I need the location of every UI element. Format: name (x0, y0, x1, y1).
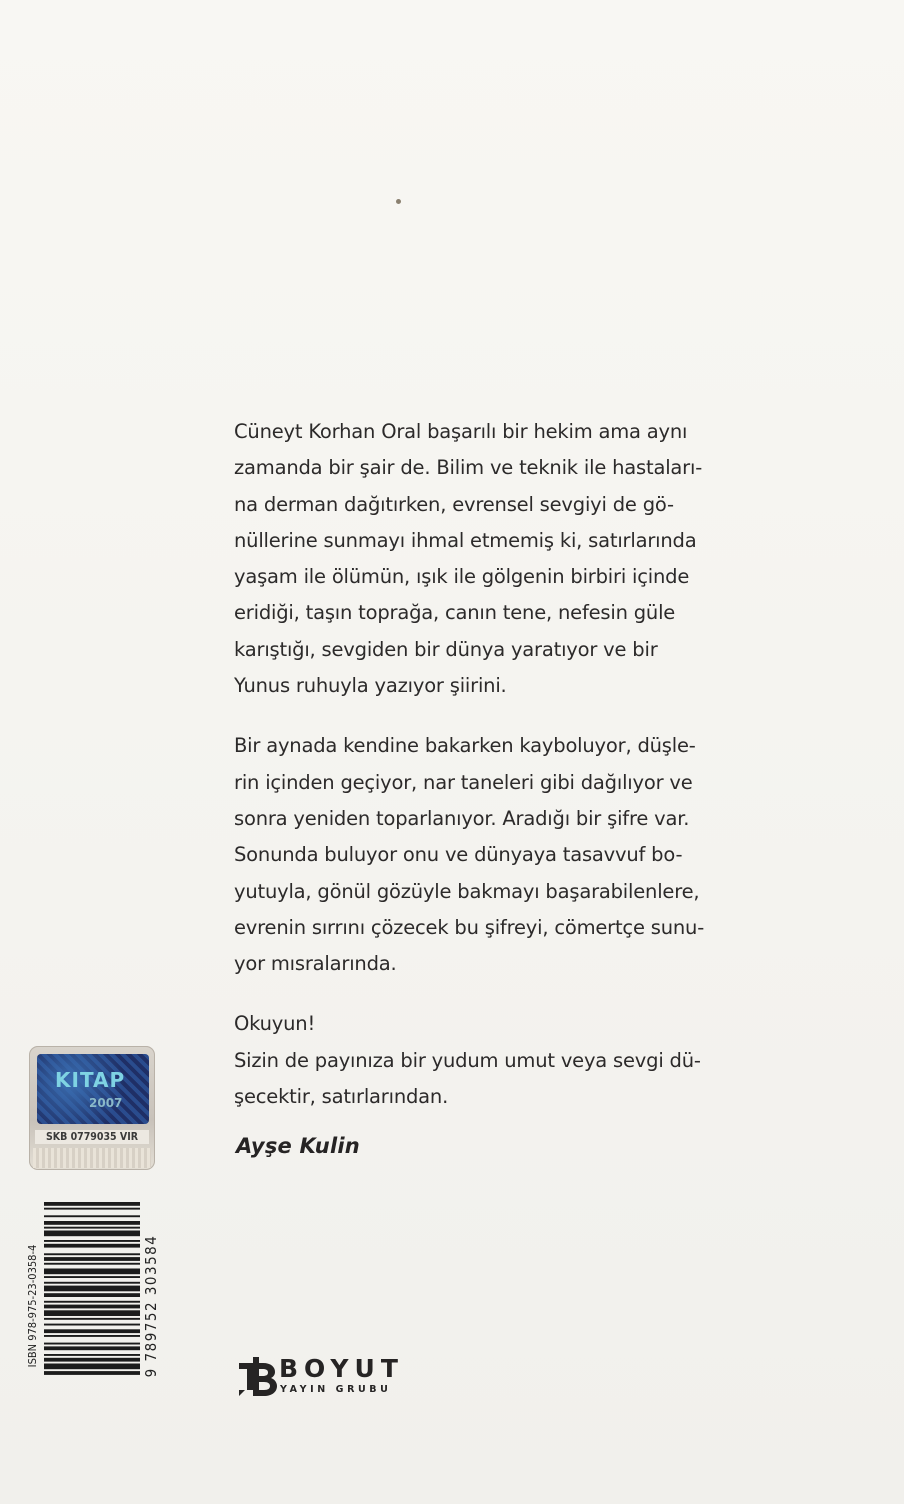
blurb-line: şecektir, satırlarından. (234, 1085, 449, 1109)
blurb-text (234, 414, 744, 1139)
blurb-line: rin içinden geçiyor, nar taneleri gibi dağılıyor ve (234, 770, 693, 794)
isbn-label: ISBN 978-975-23-0358-4 (26, 1244, 39, 1368)
blurb-line: na derman dağıtırken, evrensel sevgiyi de gö- (234, 492, 674, 516)
blurb-paragraph-2 (234, 728, 744, 982)
blurb-line: Sonunda buluyor onu ve dünyaya tasavvuf bo- (234, 843, 683, 867)
blurb-line: nüllerine sunmayı ihmal etmemiş ki, satırlarında (234, 528, 697, 552)
blurb-line: Bir aynada kendine bakarken kayboluyor, düşle- (234, 734, 696, 758)
blurb-paragraph-1 (234, 414, 744, 704)
barcode-icon (44, 1202, 140, 1418)
blurb-line: Sizin de payınıza bir yudum umut veya sevgi dü- (234, 1048, 701, 1072)
blurb-line: Yunus ruhuyla yazıyor şiirini. (234, 674, 507, 698)
blurb-line: karıştığı, sevgiden bir dünya yaratıyor ve bir (234, 637, 658, 661)
blurb-line: evrenin sırrını çözecek bu şifreyi, cömertçe sunu- (234, 915, 705, 939)
barcode-number: 9 789752 303584 (142, 1234, 160, 1378)
blurb-line: Cüneyt Korhan Oral başarılı bir hekim ama aynı (234, 420, 688, 443)
sticker-year: 2007 (89, 1096, 123, 1110)
hologram-sticker (29, 1046, 155, 1170)
publisher-subtitle: YAYIN GRUBU (280, 1384, 392, 1395)
blurb-line: Okuyun! (234, 1012, 316, 1036)
blurb-line: sonra yeniden toparlanıyor. Aradığı bir şifre var. (234, 806, 690, 830)
blurb-line: yaşam ile ölümün, ışık ile gölgenin birbiri içinde (234, 565, 690, 589)
sticker-foil (33, 1148, 151, 1168)
author-signature: Ayşe Kulin (236, 1134, 360, 1158)
paper-speck (396, 199, 401, 204)
blurb-line: yor mısralarında. (234, 952, 397, 976)
sticker-label: KITAP (55, 1068, 126, 1092)
blurb-paragraph-3 (234, 1006, 744, 1115)
boyut-logo-icon (236, 1354, 280, 1398)
sticker-code: SKB 0779035 VIR (35, 1130, 149, 1144)
blurb-line: eridiği, taşın toprağa, canın tene, nefesin güle (234, 601, 676, 625)
blurb-line: zamanda bir şair de. Bilim ve teknik ile hastaları- (234, 456, 703, 480)
publisher-name: BOYUT (279, 1354, 404, 1383)
barcode (14, 1190, 164, 1422)
publisher-logo (236, 1354, 436, 1398)
blurb-line: yutuyla, gönül gözüyle bakmayı başarabilenlere, (234, 879, 700, 903)
